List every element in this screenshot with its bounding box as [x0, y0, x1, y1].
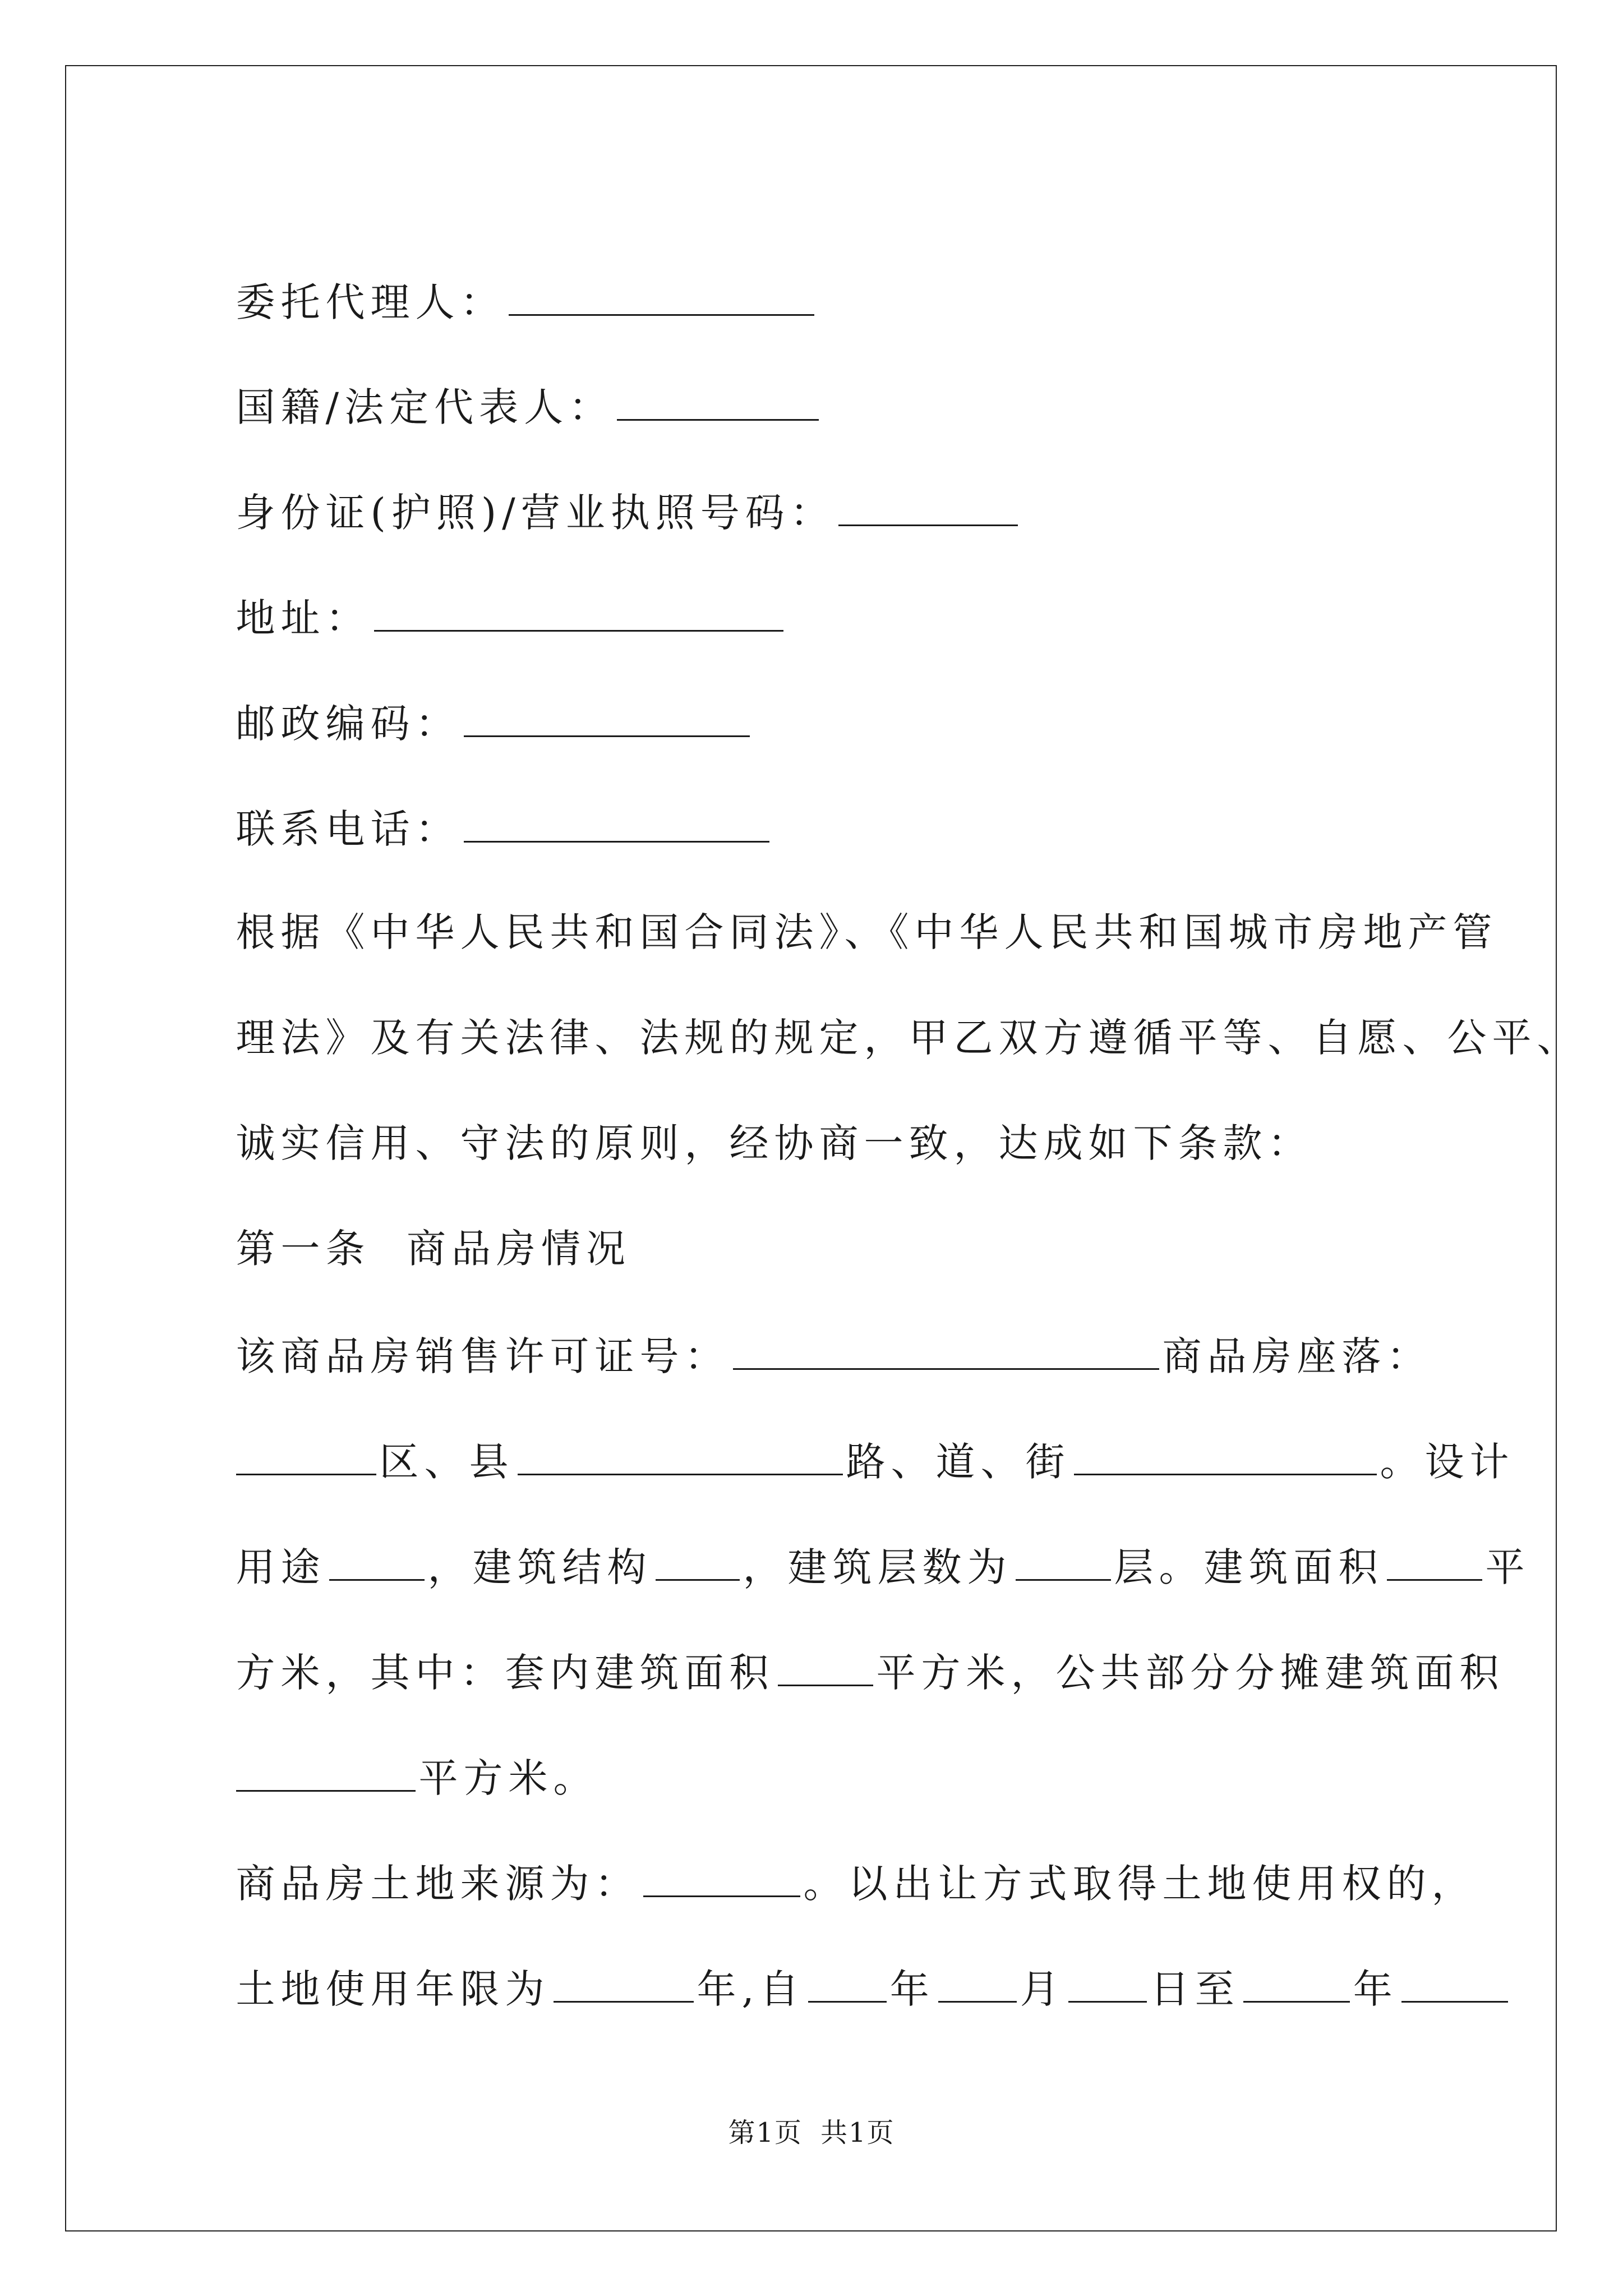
agent-blank[interactable]	[509, 275, 814, 316]
usage-line	[200, 1489, 1530, 1593]
from-day-blank[interactable]	[1068, 1962, 1147, 2003]
article-one-title: 第一条 商品房情况	[236, 1226, 631, 1272]
law-para-3	[200, 1068, 1313, 1168]
nationality-label: 国籍/法定代表人：	[236, 384, 614, 430]
address-label: 地址：	[236, 595, 371, 641]
inner-area-label: 方米，其中：套内建筑面积	[236, 1650, 774, 1696]
nationality-blank[interactable]	[617, 380, 819, 421]
to-year-label: 年	[1353, 1966, 1398, 2012]
phone-line	[200, 751, 773, 854]
street-blank[interactable]	[1074, 1434, 1377, 1475]
article-one-heading	[200, 1173, 631, 1274]
area-label: 层。建筑面积	[1114, 1544, 1384, 1590]
structure-blank[interactable]	[656, 1540, 740, 1581]
to-month-blank[interactable]	[1401, 1962, 1508, 2003]
shared-area-line	[200, 1700, 598, 1803]
phone-label: 联系电话：	[236, 806, 460, 852]
postcode-blank[interactable]	[464, 696, 750, 737]
permit-line	[200, 1278, 1432, 1382]
road-label: 路、道、街	[846, 1439, 1071, 1485]
page-total: 共1页	[820, 2117, 895, 2148]
law-text-3: 诚实信用、守法的原则，经协商一致，达成如下条款：	[236, 1120, 1313, 1166]
area-unit-start: 平	[1485, 1544, 1530, 1590]
land-source-label: 商品房土地来源为：	[236, 1861, 640, 1907]
land-term-line	[200, 1911, 1511, 2014]
agent-label: 委托代理人：	[236, 279, 505, 325]
year-label: 年	[889, 1966, 935, 2012]
page-footer	[0, 2111, 1623, 2150]
floors-blank[interactable]	[1016, 1540, 1111, 1581]
shared-area-label: 平方米，公共部分分摊建筑面积	[876, 1650, 1505, 1696]
postcode-line	[200, 646, 753, 749]
id-blank[interactable]	[838, 485, 1018, 526]
location-label: 商品房座落：	[1162, 1333, 1432, 1379]
from-year-blank[interactable]	[808, 1962, 887, 2003]
land-source-line	[200, 1806, 1477, 1909]
permit-blank[interactable]	[733, 1329, 1159, 1370]
to-label: 日至	[1150, 1966, 1240, 2012]
id-line	[200, 435, 1021, 538]
phone-blank[interactable]	[464, 802, 769, 843]
structure-label: ，建筑结构	[427, 1544, 652, 1590]
shared-area-blank[interactable]	[236, 1751, 416, 1792]
land-source-blank[interactable]	[643, 1856, 800, 1897]
month-label: 月	[1020, 1966, 1065, 2012]
land-term-label: 土地使用年限为	[236, 1966, 550, 2012]
land-right-label: 。以出让方式取得土地使用权的，	[803, 1861, 1477, 1907]
inner-area-line	[200, 1595, 1505, 1698]
law-para-1	[200, 857, 1498, 958]
law-text-2: 理法》及有关法律、法规的规定，甲乙双方遵循平等、自愿、公平、	[236, 1015, 1582, 1061]
permit-label: 该商品房销售许可证号：	[236, 1333, 730, 1379]
inner-area-blank[interactable]	[778, 1645, 873, 1686]
floors-label: ，建筑层数为	[743, 1544, 1012, 1590]
nationality-line	[200, 329, 822, 432]
agent-line	[200, 224, 818, 328]
location-line	[200, 1384, 1515, 1487]
road-blank[interactable]	[518, 1434, 843, 1475]
address-line	[200, 540, 787, 643]
area-blank[interactable]	[1387, 1540, 1482, 1581]
law-text-1: 根据《中华人民共和国合同法》、《中华人民共和国城市房地产管	[236, 909, 1498, 955]
from-month-blank[interactable]	[938, 1962, 1017, 2003]
design-label: 。设计	[1380, 1439, 1515, 1485]
id-label: 身份证(护照)/营业执照号码：	[236, 490, 835, 536]
district-blank[interactable]	[236, 1434, 376, 1475]
district-label: 区、县	[379, 1439, 514, 1485]
from-label: 年,自	[697, 1966, 805, 2012]
postcode-label: 邮政编码：	[236, 701, 460, 747]
page-number: 第1页	[728, 2117, 803, 2148]
shared-area-unit: 平方米。	[418, 1755, 598, 1801]
term-years-blank[interactable]	[554, 1962, 694, 2003]
to-year-blank[interactable]	[1243, 1962, 1350, 2003]
address-blank[interactable]	[374, 591, 783, 632]
usage-blank[interactable]	[329, 1540, 425, 1581]
law-para-2	[200, 962, 1582, 1063]
usage-label: 用途	[236, 1544, 326, 1590]
